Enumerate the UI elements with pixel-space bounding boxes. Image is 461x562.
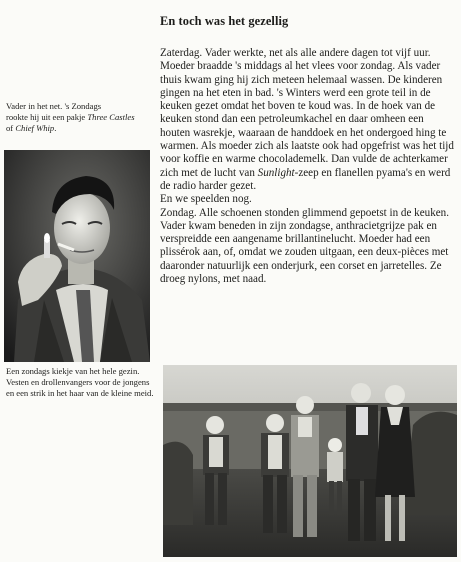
caption-line-1: Vader in het net. 's Zondags <box>6 101 102 111</box>
caption-brand-chief-whip: Chief Whip <box>15 123 55 134</box>
father-photo-illustration <box>4 150 150 362</box>
photo-caption-father <box>6 101 154 135</box>
family-photo-illustration <box>163 365 457 557</box>
paragraph-saturday <box>160 47 456 193</box>
page-heading: En toch was het gezellig <box>160 14 289 28</box>
caption-end: . <box>54 123 57 134</box>
caption-brand-three-castles: Three Castles <box>87 112 135 123</box>
caption-line-2: rookte hij uit een pakje <box>6 112 88 123</box>
caption-of: of <box>6 123 16 134</box>
photo-caption-family: Een zondags kiekje van het hele gezin. Vesten en drollenvangers voor de jongens en een strik in het haar van de kleine meid. <box>6 366 154 398</box>
paragraph-played: En we speelden nog. <box>160 193 252 206</box>
paragraph-sunday: Zondag. Alle schoenen stonden glimmend gepoetst in de keuken. Vader kwam beneden in zijn zondagse, anthracietgrijze pak en verspreidde een aangename brillantinelucht. Moeder had een plissérok aan, of, omdat we zouden uitgaan, een deux-pièces met daaronder natuurlijk een onderjurk, een corset en jarretelles. Ze droeg nylons, met naad. <box>160 206 449 286</box>
photo-family-group <box>163 365 457 557</box>
paragraph-saturday-part-2: -zeep en flanellen pyama's en werd de radio harder gezet. <box>160 166 451 192</box>
brand-sunlight: Sunlight <box>257 166 295 179</box>
paragraph-saturday-part-1: Zaterdag. Vader werkte, net als alle andere dagen tot vijf uur. Moeder braadde 's middags al het vlees voor zondag. Als vader thuis kwam ging hij zich meteen helemaal wassen. De kinderen gingen na het eten in bad. 's Winters werd een grote teil in de keuken gezet omdat het boven te koud was. In de hoek van de keuken stond dan een petroleumkachel en daar omheen een houten wasrekje, waaraan de handdoek en het ondergoed hing te warmen. Als moeder zich als laatste ook had opgefrist was het tijd voor koffie en warme chocolademelk. Dan vulde de achterkamer zich met de lucht van <box>160 47 454 179</box>
main-article-text <box>160 47 456 286</box>
photo-father-smoking <box>4 150 150 362</box>
